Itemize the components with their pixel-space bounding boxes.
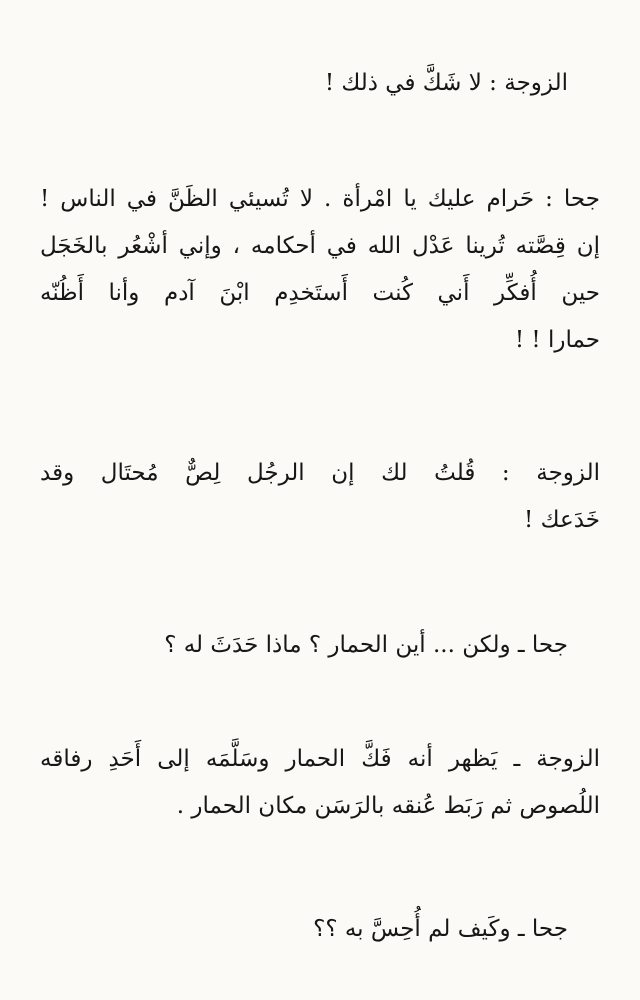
text-line: جحا ـ وكَيف لم أُحِسَّ به ؟؟ bbox=[313, 916, 568, 942]
text-line: جحا ـ ولكن ... أين الحمار ؟ ماذا حَدَثَ له ؟ bbox=[164, 632, 568, 658]
dialogue-paragraph-juha-1 bbox=[40, 176, 600, 364]
text-line: الزوجة : قُلتُ لك إن الرجُل لِصٌّ مُحتَال وقد bbox=[40, 460, 600, 486]
dialogue-paragraph-juha-2 bbox=[8, 622, 568, 669]
dialogue-paragraph-wife-2 bbox=[40, 450, 600, 544]
text-line: اللُصوص ثم رَبَط عُنقه بالرَسَن مكان الحمار . bbox=[176, 793, 600, 819]
text-line: الزوجة ـ يَظهر أنه فَكَّ الحمار وسَلَّمَه إلى أَحَدِ رفاقه bbox=[40, 746, 600, 772]
text-line: الزوجة : لا شَكَّ في ذلك ! bbox=[324, 70, 568, 96]
text-line: إن قِصَّته تُرينا عَدْل الله في أحكامه ، وإني أشْعُر بالخَجَل bbox=[40, 233, 600, 259]
text-line: خَدَعك ! bbox=[524, 507, 600, 533]
dialogue-paragraph-wife-1 bbox=[8, 60, 568, 107]
dialogue-paragraph-wife-3 bbox=[40, 736, 600, 830]
text-line: جحا : حَرام عليك يا امْرأة . لا تُسيئي الظَنَّ في الناس ! bbox=[40, 186, 600, 212]
dialogue-paragraph-juha-3 bbox=[8, 906, 568, 953]
text-line: حمارا ! ! bbox=[514, 327, 600, 353]
text-line: حين أُفكِّر أَني كُنت أَستَخدِم ابْنَ آدم وأنا أَظُنّه bbox=[40, 280, 600, 306]
